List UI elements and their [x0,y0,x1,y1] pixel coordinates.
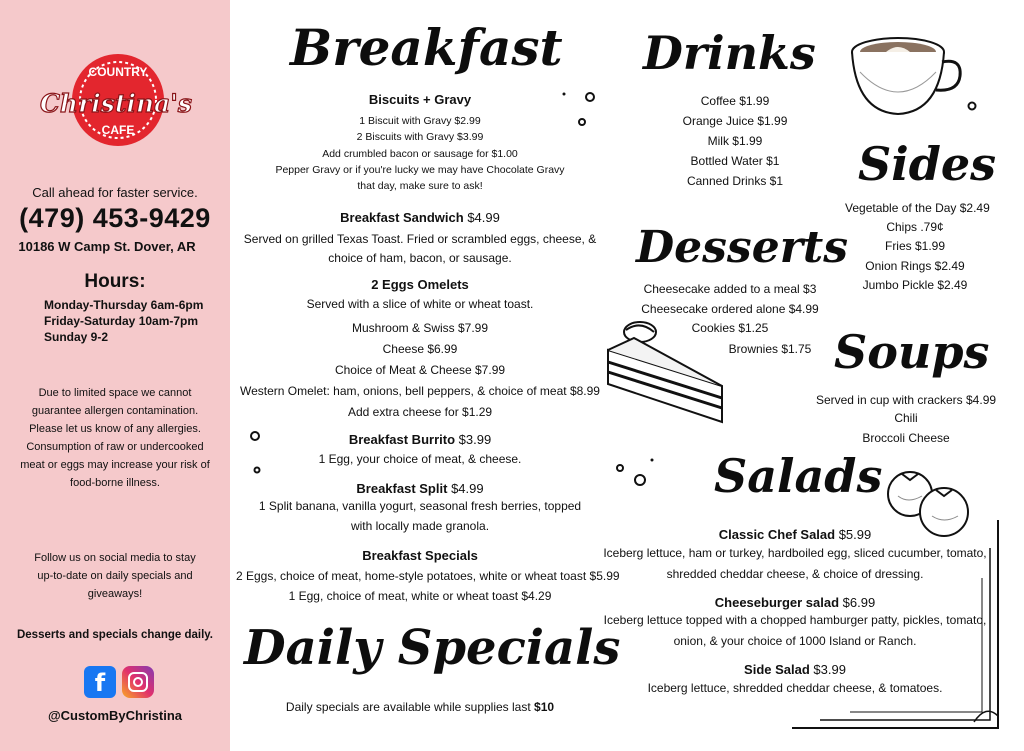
drink-item: Bottled Water $1 [690,154,780,168]
dessert-item: Cookies $1.25 [691,321,769,335]
dessert-item: Cheesecake added to a meal $3 [643,282,817,296]
side-item: Vegetable of the Day $2.49 [845,201,990,215]
social-icons [84,666,154,698]
specials-line: 1 Egg, choice of meat, white or wheat toast $4.29 [288,589,552,603]
social-handle: @CustomByChristina [47,708,183,723]
chef-salad-price: $5.99 [838,527,872,542]
cake-slice-icon [604,314,728,426]
burrito-title [240,432,600,447]
follow-line: up-to-date on daily specials and [37,570,193,582]
chef-salad-name: Classic Chef Salad [718,527,836,542]
drink-item: Orange Juice $1.99 [682,114,788,128]
burrito-line: 1 Egg, your choice of meat, & cheese. [318,452,522,466]
side-item: Jumbo Pickle $2.49 [862,278,968,292]
daily-specials-heading: Daily Specials [244,620,621,676]
soup-item: Chili [894,411,918,425]
dessert-item: Cheesecake ordered alone $4.99 [641,302,819,316]
follow-line: giveaways! [87,588,143,600]
cheeseburger-salad-line: Iceberg lettuce topped with a chopped hamburger patty, pickles, tomato, [603,613,987,627]
biscuits-title: Biscuits + Gravy [368,92,472,107]
specials-title: Breakfast Specials [362,548,478,563]
specials-line: 2 Eggs, choice of meat, home-style potatoes, white or wheat toast $5.99 [236,569,620,583]
burrito-price: $3.99 [458,432,492,447]
sandwich-name: Breakfast Sandwich [340,210,464,225]
sandwich-title [240,210,600,225]
omelets-line: Western Omelet: ham, onions, bell peppers, & choice of meat $8.99 [240,384,600,398]
drink-item: Milk $1.99 [707,134,763,148]
follow-line: Follow us on social media to stay [34,552,196,564]
call-ahead-text: Call ahead for faster service. [32,185,198,200]
logo-top-text: COUNTRY [88,65,148,79]
splatter-decoration [964,98,980,114]
split-line: with locally made granola. [350,519,490,533]
desserts-heading: Desserts [636,222,848,273]
dessert-item: Brownies $1.75 [728,342,812,356]
sidebar [0,0,230,751]
biscuits-line: Pepper Gravy or if you're lucky we may have Chocolate Gravy [275,164,565,176]
biscuits-line: 1 Biscuit with Gravy $2.99 [359,115,481,127]
side-salad-line: Iceberg lettuce, shredded cheddar cheese, & tomatoes. [647,681,943,695]
omelets-line: Served with a slice of white or wheat toast. [306,297,534,311]
sides-heading: Sides [858,137,997,191]
cheeseburger-salad-name: Cheeseburger salad [714,595,840,610]
salads-heading: Salads [714,449,883,503]
burrito-name: Breakfast Burrito [348,432,456,447]
soups-heading: Soups [834,325,990,379]
splatter-decoration [560,88,600,128]
instagram-icon[interactable] [122,666,154,698]
cheeseburger-salad-line: onion, & your choice of 1000 Island or Ranch. [673,634,917,648]
cheeseburger-salad-price: $6.99 [842,595,876,610]
drink-item: Canned Drinks $1 [686,174,784,188]
sandwich-line: Served on grilled Texas Toast. Fried or scrambled eggs, cheese, & [243,232,597,246]
side-salad-price: $3.99 [813,662,846,677]
follow-notice [0,549,230,603]
side-salad-name: Side Salad [744,662,810,677]
logo-bottom-text: CAFE [101,123,135,137]
side-item: Chips .79¢ [886,220,944,234]
chef-salad-line: Iceberg lettuce, ham or turkey, hardboiled egg, sliced cucumber, tomato, [603,546,987,560]
daily-specials-text: Daily specials are available while supplies last [285,700,531,714]
splatter-decoration [610,456,660,490]
logo-name-text: Christina's [40,89,192,118]
hours-list [44,297,203,345]
breakfast-heading: Breakfast [290,18,563,77]
hours-title: Hours: [84,271,146,292]
allergy-line: Consumption of raw or undercooked [26,441,204,453]
corner-frame-decoration [790,518,1010,730]
allergy-line: guarantee allergen contamination. [31,405,199,417]
desserts-specials-note: Desserts and specials change daily. [16,629,214,641]
split-name: Breakfast Split [356,481,448,496]
allergy-line: meat or eggs may increase your risk of [20,459,210,471]
omelets-line: Mushroom & Swiss $7.99 [351,321,489,335]
coffee-cup-icon [846,34,966,124]
split-title [240,481,600,496]
side-item: Fries $1.99 [884,239,946,253]
address: 10186 W Camp St. Dover, AR [18,239,196,254]
omelets-title: 2 Eggs Omelets [371,277,469,292]
sandwich-price: $4.99 [467,210,500,225]
biscuits-line: Add crumbled bacon or sausage for $1.00 [322,148,518,160]
omelets-line: Add extra cheese for $1.29 [347,405,493,419]
hours-sunday: Sunday 9-2 [44,330,109,344]
biscuits-line: that day, make sure to ask! [357,180,483,192]
side-item: Onion Rings $2.49 [865,259,965,273]
omelets-line: Choice of Meat & Cheese $7.99 [334,363,506,377]
daily-specials-note [240,700,600,714]
phone-number: (479) 453-9429 [19,203,211,233]
drink-item: Coffee $1.99 [700,94,770,108]
splatter-decoration [246,428,266,478]
hours-weekday: Monday-Thursday 6am-6pm [44,298,204,312]
allergy-notice [0,384,230,492]
chef-salad-line: shredded cheddar cheese, & choice of dressing. [666,567,924,581]
hours-weekend: Friday-Saturday 10am-7pm [44,314,199,328]
sandwich-line: choice of ham, bacon, or sausage. [328,251,512,265]
biscuits-line: 2 Biscuits with Gravy $3.99 [356,131,484,143]
drinks-heading: Drinks [643,26,816,80]
cafe-logo [26,42,206,152]
soup-item: Served in cup with crackers $4.99 [815,393,997,407]
split-line: 1 Split banana, vanilla yogurt, seasonal fresh berries, topped [258,499,582,513]
allergy-line: Please let us know of any allergies. [29,423,201,435]
soup-item: Broccoli Cheese [862,431,950,445]
split-price: $4.99 [451,481,484,496]
allergy-line: Due to limited space we cannot [38,387,192,399]
daily-specials-price: $10 [534,700,555,714]
omelets-line: Cheese $6.99 [382,342,458,356]
facebook-icon[interactable]: f [84,666,116,698]
allergy-line: food-borne illness. [70,477,160,489]
